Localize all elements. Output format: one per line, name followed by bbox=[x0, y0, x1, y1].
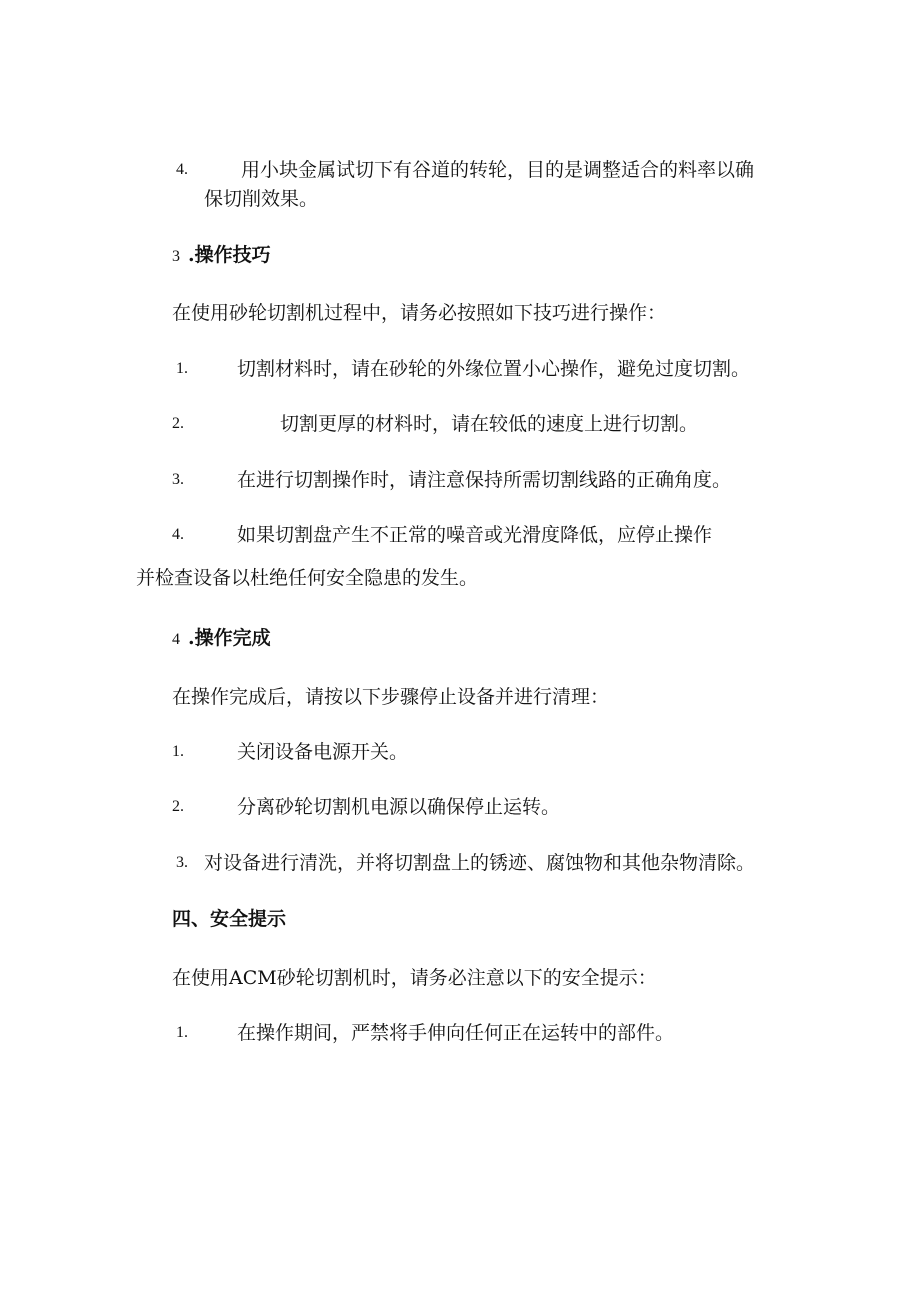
list-item-text: 切割更厚的材料时，请在较低的速度上进行切割。 bbox=[280, 413, 699, 435]
list-item-text: 用小块金属试切下有谷道的转轮，目的是调整适合的料率以确 bbox=[241, 159, 755, 181]
list-number: 2. bbox=[172, 415, 184, 432]
list-item-text: 关闭设备电源开关。 bbox=[237, 741, 409, 763]
section-intro: 在使用ACM砂轮切割机时，请务必注意以下的安全提示： bbox=[172, 967, 657, 989]
list-item-text: 在进行切割操作时，请注意保持所需切割线路的正确角度。 bbox=[237, 469, 732, 491]
section-heading-technique bbox=[172, 243, 271, 269]
heading-number: 3 bbox=[172, 248, 180, 265]
section-intro: 在操作完成后，请按以下步骤停止设备并进行清理： bbox=[172, 686, 610, 708]
list-item-text: 对设备进行清洗，并将切割盘上的锈迹、腐蚀物和其他杂物清除。 bbox=[204, 852, 756, 874]
section-intro: 在使用砂轮切割机过程中，请务必按照如下技巧进行操作： bbox=[172, 302, 667, 324]
section-heading-safety: 四、安全提示 bbox=[172, 908, 287, 930]
list-number: 1. bbox=[176, 360, 188, 377]
list-number: 3. bbox=[176, 854, 188, 871]
list-number: 3. bbox=[172, 471, 184, 488]
list-item-text: 切割材料时，请在砂轮的外缘位置小心操作，避免过度切割。 bbox=[237, 358, 751, 380]
list-item-text-continuation: 并检查设备以杜绝任何安全隐患的发生。 bbox=[136, 567, 479, 589]
section-heading-finish bbox=[172, 626, 271, 652]
heading-number: 4 bbox=[172, 631, 180, 648]
heading-text: .操作完成 bbox=[188, 627, 271, 649]
list-number: 4. bbox=[176, 161, 188, 178]
list-number: 2. bbox=[172, 798, 184, 815]
list-number: 1. bbox=[172, 743, 184, 760]
list-number: 1. bbox=[176, 1024, 188, 1041]
list-item-text: 在操作期间，严禁将手伸向任何正在运转中的部件。 bbox=[237, 1022, 675, 1044]
list-item-text: 分离砂轮切割机电源以确保停止运转。 bbox=[237, 796, 561, 818]
heading-text: .操作技巧 bbox=[188, 244, 271, 266]
list-item-text: 如果切割盘产生不正常的噪音或光滑度降低，应停止操作 bbox=[237, 524, 713, 546]
list-item-text-continuation: 保切削效果。 bbox=[204, 188, 319, 210]
list-number: 4. bbox=[172, 526, 184, 543]
